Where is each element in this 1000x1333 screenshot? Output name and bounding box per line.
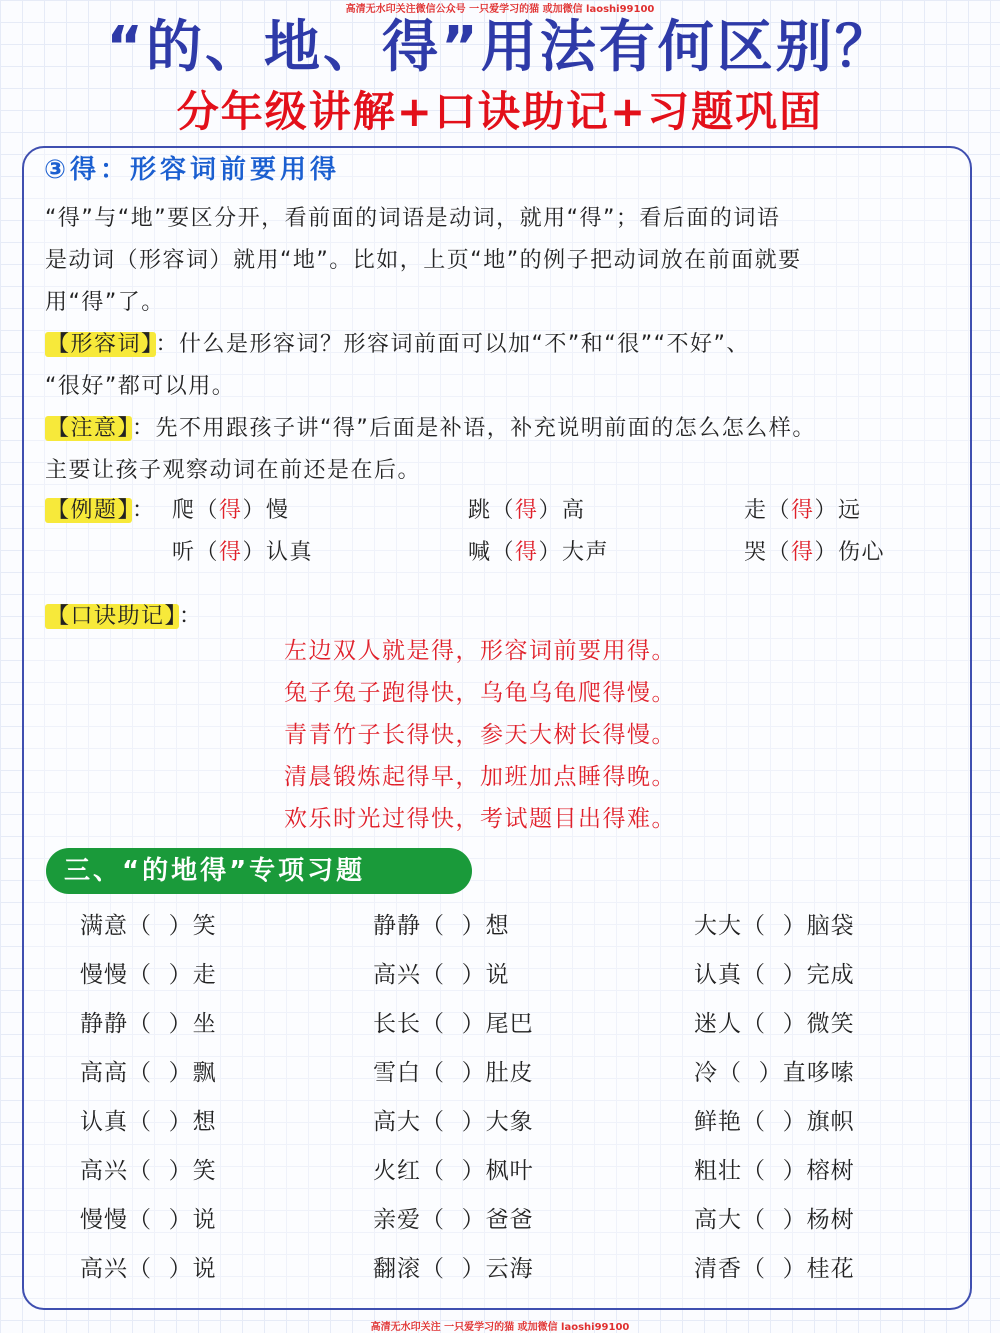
exercise-item: 静静（ ）想	[373, 913, 510, 939]
exercise-item: 迷人（ ）微笑	[694, 1011, 855, 1037]
exercise-item: 高兴（ ）说	[80, 1256, 217, 1282]
adjective-line-2: “很好”都可以用。	[45, 374, 236, 399]
rhyme-line-1: 左边双人就是得，形容词前要用得。	[284, 638, 676, 664]
exercise-item: 清香（ ）桂花	[694, 1256, 855, 1282]
section-heading: ③得：形容词前要用得	[44, 155, 341, 185]
example-item: 爬（得）慢	[172, 498, 290, 523]
notice-text: ：先不用跟孩子讲“得”后面是补语，补充说明前面的怎么怎么样。	[132, 416, 816, 441]
example-item: 听（得）认真	[172, 540, 314, 565]
example-item: 走（得）远	[744, 498, 862, 523]
exercise-item: 亲爱（ ）爸爸	[373, 1207, 534, 1233]
notice-line-2: 主要让孩子观察动词在前还是在后。	[45, 458, 422, 483]
exercise-item: 冷（ ）直哆嗦	[694, 1060, 855, 1086]
exercise-item: 高大（ ）杨树	[694, 1207, 855, 1233]
example-item: 跳（得）高	[468, 498, 586, 523]
exercise-item: 翻滚（ ）云海	[373, 1256, 534, 1282]
exercise-item: 认真（ ）完成	[694, 962, 855, 988]
watermark-top: 高清无水印关注微信公众号 一只爱学习的猫 或加微信 laoshi99100	[345, 4, 655, 15]
intro-line-1: “得”与“地”要区分开，看前面的词语是动词，就用“得”；看后面的词语	[45, 206, 781, 231]
exercise-item: 满意（ ）笑	[80, 913, 217, 939]
exercise-item: 长长（ ）尾巴	[373, 1011, 534, 1037]
notice-tag: 【注意】	[47, 416, 131, 441]
rhyme-tag: 【口诀助记】	[47, 604, 178, 629]
notice-line-1	[45, 408, 816, 450]
page-subtitle: 分年级讲解+口诀助记+习题巩固	[176, 87, 824, 136]
exercise-item: 慢慢（ ）说	[80, 1207, 217, 1233]
exercise-item: 高兴（ ）笑	[80, 1158, 217, 1184]
exercise-item: 认真（ ）想	[80, 1109, 217, 1135]
exercise-item: 粗壮（ ）榕树	[694, 1158, 855, 1184]
adjective-line-1	[45, 324, 750, 366]
exercise-item: 大大（ ）脑袋	[694, 913, 855, 939]
adjective-tag: 【形容词】	[47, 332, 154, 357]
examples-colon: ：	[132, 498, 156, 523]
adjective-text: ：什么是形容词？形容词前面可以加“不”和“很”“不好”、	[155, 332, 750, 357]
exercise-item: 雪白（ ）肚皮	[373, 1060, 534, 1086]
intro-line-2: 是动词（形容词）就用“地”。比如，上页“地”的例子把动词放在前面就要	[45, 248, 802, 273]
exercise-item: 高大（ ）大象	[373, 1109, 534, 1135]
exercise-item: 火红（ ）枫叶	[373, 1158, 534, 1184]
intro-line-3: 用“得”了。	[45, 290, 165, 315]
exercise-heading: 三、“的地得”专项习题	[46, 848, 472, 894]
rhyme-line-5: 欢乐时光过得快，考试题目出得难。	[284, 806, 676, 832]
rhyme-label	[45, 596, 203, 638]
examples-tag: 【例题】	[47, 498, 131, 523]
exercise-item: 鲜艳（ ）旗帜	[694, 1109, 855, 1135]
exercise-item: 高兴（ ）说	[373, 962, 510, 988]
examples-label	[45, 490, 156, 532]
exercise-item: 静静（ ）坐	[80, 1011, 217, 1037]
example-item: 哭（得）伤心	[744, 540, 886, 565]
rhyme-colon: ：	[179, 604, 203, 629]
exercise-item: 高高（ ）飘	[80, 1060, 217, 1086]
watermark-bottom: 高清无水印关注 一只爱学习的猫 或加微信 laoshi99100	[370, 1322, 630, 1333]
exercise-item: 慢慢（ ）走	[80, 962, 217, 988]
rhyme-line-3: 青青竹子长得快，参天大树长得慢。	[284, 722, 676, 748]
rhyme-line-2: 兔子兔子跑得快，乌龟乌龟爬得慢。	[284, 680, 676, 706]
example-item: 喊（得）大声	[468, 540, 610, 565]
rhyme-line-4: 清晨锻炼起得早，加班加点睡得晚。	[284, 764, 676, 790]
page-title: “的、地、得”用法有何区别？	[106, 15, 894, 80]
